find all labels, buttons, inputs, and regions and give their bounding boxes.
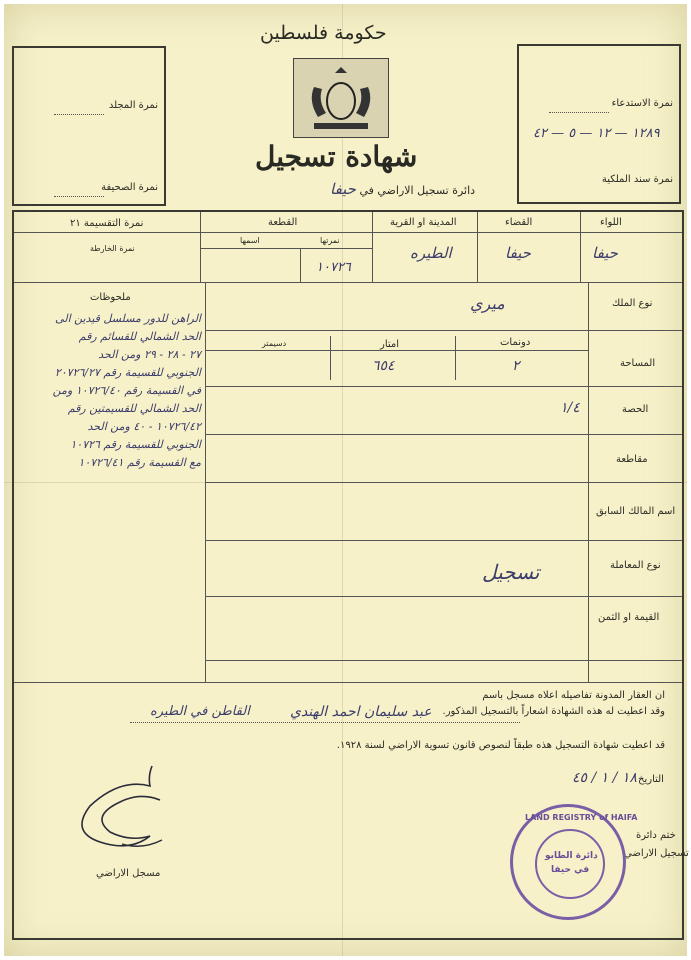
owner-type-value: ميري — [470, 294, 505, 313]
row-divider — [206, 540, 682, 541]
value-label: القيمة او الثمن — [598, 612, 660, 623]
row-divider — [206, 482, 682, 483]
application-line — [549, 112, 609, 113]
transaction-label: نوع المعاملة — [610, 560, 661, 571]
map-label: نمرة الخارطة — [90, 244, 135, 253]
registrar-label: مسجل الاراضي — [96, 868, 161, 879]
page-line — [54, 196, 104, 197]
certificate-title: شهادة تسجيل — [255, 140, 418, 173]
prev-owner-label: اسم المالك السابق — [596, 506, 676, 517]
application-label: نمرة الاستدعاء — [611, 98, 673, 109]
row-divider — [14, 682, 682, 683]
date-label: التاريخ — [638, 774, 664, 785]
statement-line2: وقد اعطيت له هذه الشهادة اشعاراً بالتسجيل المذكور. — [442, 706, 665, 717]
note-line: الحد الشمالي للقسائم رقم — [78, 330, 201, 343]
stamp-label-2: تسجيل الاراضي — [624, 848, 689, 859]
notes-label: ملحوظات — [90, 292, 131, 303]
statement-line3: قد اعطيت شهادة التسجيل هذه طبقاً لنصوص قانون تسوية الاراضي لسنة ١٩٢٨. — [336, 740, 665, 751]
area-label: المساحة — [620, 358, 656, 369]
owner-residence: القاطن في الطيره — [150, 704, 250, 719]
note-line: ١٠٧٢٦/٤٢ - ٤٠ ومن الحد — [87, 420, 201, 433]
col-divider — [200, 212, 201, 282]
department-city: حيفا — [330, 180, 356, 198]
share-value: ١/٤ — [560, 400, 580, 416]
division-label: نمرة التقسيمة ٢١ — [70, 218, 144, 229]
government-title: حكومة فلسطين — [260, 22, 387, 44]
registrar-signature — [62, 760, 182, 860]
col-divider — [477, 212, 478, 282]
dunams-value: ٢ — [512, 358, 520, 374]
volume-label: نمرة المجلد — [108, 100, 158, 111]
stamp-label-1: ختم دائرة — [636, 830, 676, 841]
col-divider — [300, 248, 301, 282]
volume-box — [12, 46, 166, 206]
dunams-label: دونمات — [500, 337, 531, 348]
col-divider — [580, 212, 581, 282]
stamp-ring-text: LAND REGISTRY of HAIFA — [525, 813, 638, 822]
department-line — [330, 180, 475, 198]
meters-label: امتار — [380, 339, 400, 350]
qada-value: حيفا — [505, 244, 531, 262]
parcel-number-value: ١٠٧٢٦ — [316, 260, 351, 275]
col-divider — [372, 212, 373, 282]
note-line: في القسيمة رقم ١٠٧٢٦/٤٠ ومن — [52, 384, 201, 397]
owner-line — [130, 722, 520, 723]
note-line: الحد الشمالي للقسيمتين رقم — [67, 402, 201, 415]
owner-type-label: نوع الملك — [612, 298, 653, 309]
boundaries-label: مقاطعة — [616, 454, 648, 465]
deed-label: نمرة سند الملكية — [601, 174, 673, 185]
stamp-center-2: في حيفا — [551, 865, 590, 875]
application-value: ١٢٨٩ — ١٢ — ٥ — ٤٢ — [533, 126, 660, 141]
row-divider — [206, 386, 682, 387]
decimeters-label: دسيمتر — [262, 339, 287, 348]
qada-label: القضاء — [505, 217, 533, 228]
stamp-center-1: دائرة الطابو — [545, 851, 598, 861]
row-divider — [200, 248, 372, 249]
note-line: الراهن للدور مسلسل قيدين الى — [55, 312, 201, 325]
share-label: الحصة — [622, 404, 649, 415]
date-value: ١٨ / ١ / ٤٥ — [572, 770, 637, 786]
city-value: الطيره — [410, 244, 452, 262]
note-line: مع القسيمة رقم ١٠٧٢٦/٤١ — [78, 456, 201, 469]
note-line: الجنوبي للقسيمة رقم ١٠٧٢٦ — [70, 438, 201, 451]
row-divider — [206, 660, 682, 661]
row-divider — [14, 282, 682, 283]
royal-crest-icon — [293, 58, 389, 138]
note-line: ٢٧ - ٢٨ - ٢٩ ومن الحد — [98, 348, 201, 361]
row-divider — [14, 232, 682, 233]
application-box — [517, 44, 681, 204]
land-registry-stamp — [510, 804, 638, 920]
page-label: نمرة الصحيفة — [101, 182, 158, 193]
meters-value: ٦٥٤ — [372, 358, 395, 374]
stamp-inner-ring — [535, 829, 605, 899]
area-subcol — [330, 336, 331, 380]
volume-line — [54, 114, 104, 115]
parcel-label: القطعة — [268, 217, 298, 228]
parcel-number-label: نمرتها — [320, 236, 340, 245]
city-label: المدينة او القرية — [390, 217, 457, 228]
statement-line1: ان العقار المدونة تفاصيله اعلاه مسجل باسم — [482, 690, 665, 701]
area-subcol — [455, 336, 456, 380]
department-label: دائرة تسجيل الاراضي في — [359, 184, 476, 197]
parcel-name-label: اسمها — [240, 236, 260, 245]
row-divider — [206, 596, 682, 597]
transaction-value: تسجيل — [482, 560, 540, 584]
liwa-label: اللواء — [600, 217, 622, 228]
row-divider — [206, 434, 682, 435]
owner-name: عبد سليمان احمد الهندي — [290, 704, 432, 720]
area-subrow — [206, 350, 588, 351]
liwa-value: حيفا — [592, 244, 618, 262]
note-line: الجنوبي للقسيمة رقم ٢٠٧٢٦/٢٧ — [54, 366, 201, 379]
row-divider — [206, 330, 682, 331]
